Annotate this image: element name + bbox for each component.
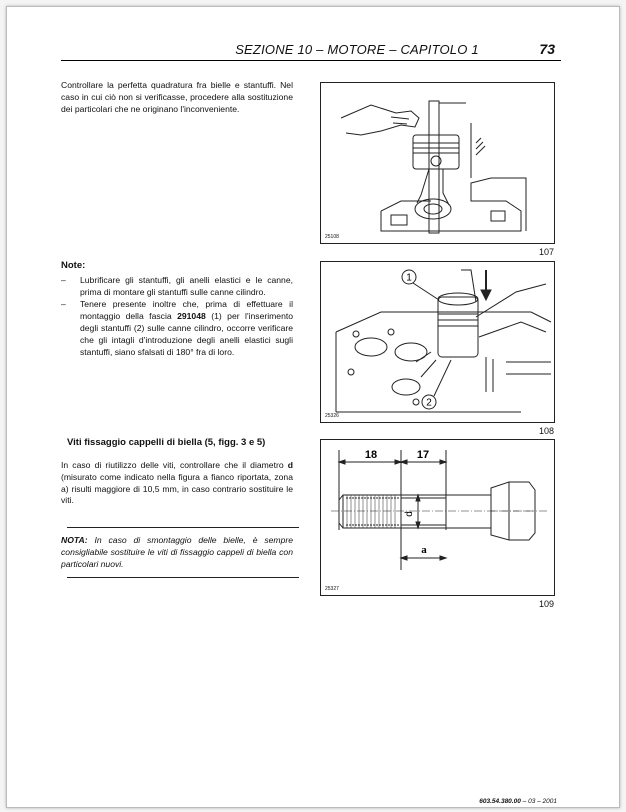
figure-108-piston-insertion bbox=[320, 261, 555, 423]
figure-number: 107 bbox=[539, 247, 555, 257]
note-title: Note: bbox=[61, 260, 86, 271]
footer-doc-code: 603.54.380.00 bbox=[479, 798, 521, 805]
page-number: 73 bbox=[539, 41, 555, 57]
figure-number: 109 bbox=[539, 599, 555, 609]
figure-code: 25108 bbox=[325, 234, 339, 240]
header-rule bbox=[61, 60, 561, 61]
note-rule-bottom bbox=[67, 577, 299, 578]
paragraph-squareness-check bbox=[61, 80, 293, 115]
figure-code: 25326 bbox=[325, 413, 339, 419]
dim-17: 17 bbox=[416, 449, 430, 461]
dim-a: a bbox=[421, 544, 427, 556]
note-item bbox=[61, 275, 293, 299]
note-item-text: Lubrificare gli stantuffi, gli anelli elastici e le canne, prima di montare gli stantuffi sulle canne cilindro. bbox=[80, 274, 293, 297]
note-item bbox=[61, 299, 293, 358]
nota-label: NOTA: bbox=[61, 535, 88, 545]
diameter-symbol: d bbox=[287, 460, 294, 470]
nota-block bbox=[61, 535, 293, 570]
note-block bbox=[61, 260, 293, 359]
section-title: Viti fissaggio cappelli di biella (5, figg. 3 e 5) bbox=[67, 437, 266, 448]
figure-number: 108 bbox=[539, 426, 555, 436]
paragraph-text: In caso di riutilizzo delle viti, controllare che il diametro bbox=[61, 460, 284, 470]
screw-dimension-drawing bbox=[321, 440, 554, 595]
conrod-squareness-illustration bbox=[321, 83, 554, 243]
page-header-title: SEZIONE 10 – MOTORE – CAPITOLO 1 bbox=[235, 42, 479, 57]
dim-18: 18 bbox=[364, 449, 378, 461]
paragraph-text: Controllare la perfetta quadratura fra bielle e stantuffi. Nel caso in cui ciò non si verificasse, procedere alla sostituzione dei particolari che ne originano l'inconveniente. bbox=[61, 80, 293, 114]
figure-107-conrod-check bbox=[320, 82, 555, 244]
tool-code: 291048 bbox=[177, 311, 206, 322]
paragraph-screw-diameter bbox=[61, 460, 293, 507]
manual-page bbox=[6, 6, 620, 808]
callout-1: 1 bbox=[406, 272, 412, 284]
figure-109-screw-dimensions bbox=[320, 439, 555, 596]
note-item-text: (1) per l'inserimento degli stantuffi (2) sulle canne cilindro, occorre verificare che gli intagli d'introduzione degli anelli elastici sugli stantuffi, siano sfalsati di 180° fra di loro. bbox=[80, 311, 294, 357]
paragraph-text: (misurato come indicato nella figura a fianco riportata, zona a) risulti maggiore di 10,5 mm, in caso contrario sostituire le viti. bbox=[61, 471, 293, 506]
callout-2: 2 bbox=[426, 397, 432, 409]
note-item-text: Tenere presente inoltre che, prima di effettuare il montaggio della fascia bbox=[80, 299, 293, 322]
dim-d: d bbox=[404, 511, 415, 517]
nota-text: In caso di smontaggio delle bielle, è sempre consigliabile sostituire le viti di fissaggio cappeli di biella con particolari nuovi. bbox=[61, 535, 293, 569]
note-rule-top bbox=[67, 527, 299, 528]
note-list bbox=[61, 275, 293, 359]
footer-date: – 03 – 2001 bbox=[522, 798, 557, 805]
figure-code: 25327 bbox=[325, 586, 339, 592]
page-footer bbox=[479, 798, 557, 805]
piston-insertion-illustration bbox=[321, 262, 554, 422]
